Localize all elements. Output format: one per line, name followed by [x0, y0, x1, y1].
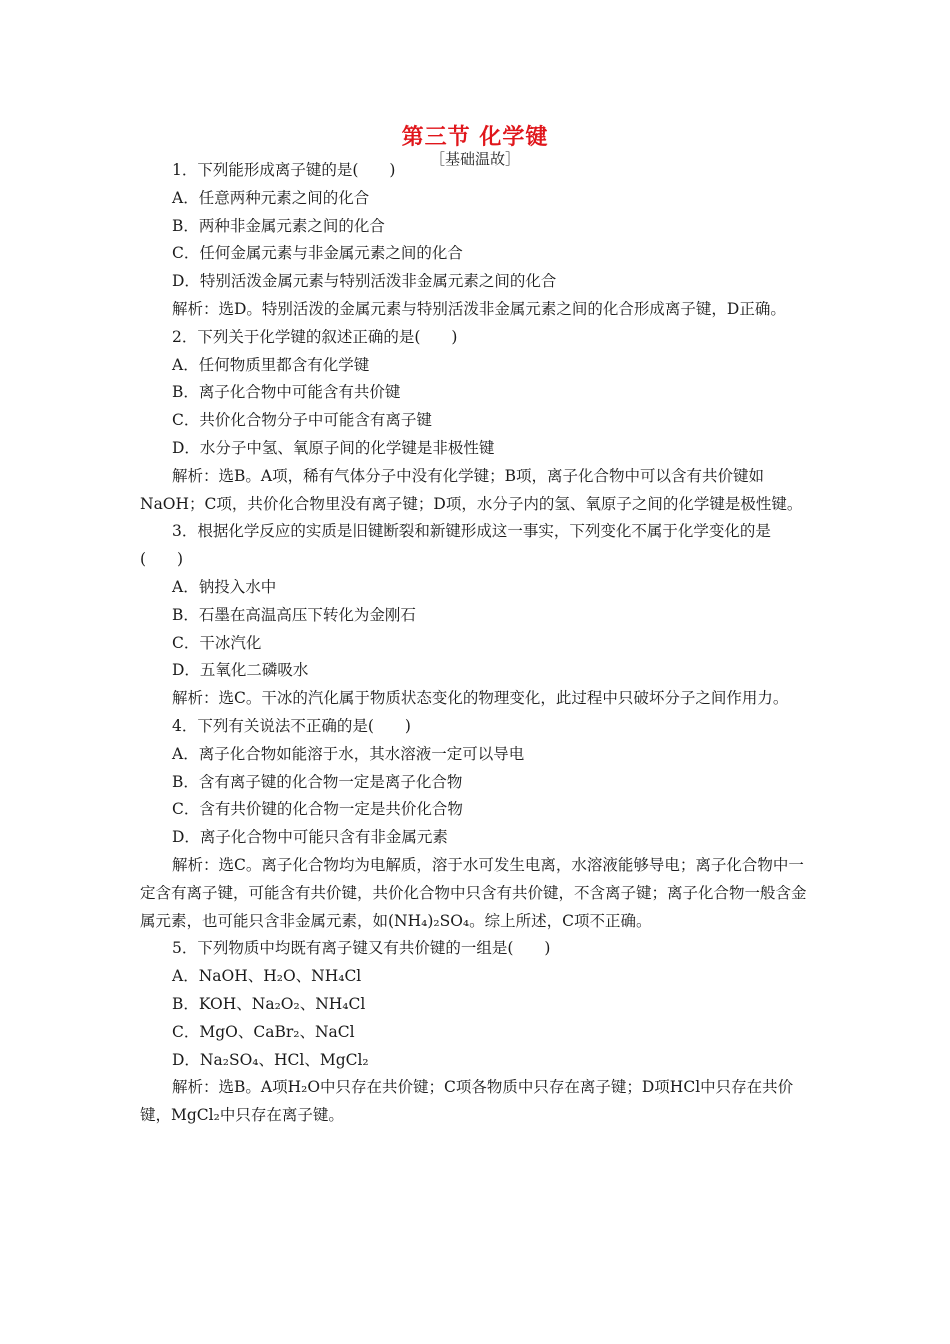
question-2: 2．下列关于化学键的叙述正确的是( ): [172, 327, 458, 346]
option-5a: A．NaOH、H₂O、NH₄Cl: [172, 967, 362, 986]
analysis-1: 解析：选D。特别活泼的金属元素与特别活泼非金属元素之间的化合形成离子键，D正确。: [172, 299, 786, 318]
option-1a: A．任意两种元素之间的化合: [172, 188, 370, 207]
section-subtitle: ［基础温故］: [429, 150, 520, 168]
option-2d: D．水分子中氢、氧原子间的化学键是非极性键: [172, 438, 495, 457]
question-1: 1．下列能形成离子键的是( ): [172, 161, 396, 179]
option-3c: C．干冰汽化: [172, 633, 262, 652]
option-1b: B．两种非金属元素之间的化合: [172, 216, 385, 235]
option-5d: D．Na₂SO₄、HCl、MgCl₂: [172, 1050, 369, 1069]
option-1c: C．任何金属元素与非金属元素之间的化合: [172, 244, 463, 263]
option-4b: B．含有离子键的化合物一定是离子化合物: [172, 772, 463, 791]
option-2c: C．共价化合物分子中可能含有离子键: [172, 411, 432, 430]
option-4c: C．含有共价键的化合物一定是共价化合物: [172, 800, 463, 819]
option-3d: D．五氧化二磷吸水: [172, 661, 309, 680]
page-title: 第三节 化学键: [401, 124, 549, 150]
option-5b: B．KOH、Na₂O₂、NH₄Cl: [172, 994, 366, 1013]
document-body: [140, 157, 812, 1130]
option-3a: A．钠投入水中: [172, 577, 277, 596]
analysis-3: 解析：选C。干冰的汽化属于物质状态变化的物理变化，此过程中只破坏分子之间作用力。: [172, 689, 789, 708]
question-4: 4．下列有关说法不正确的是( ): [172, 716, 411, 735]
option-5c: C．MgO、CaBr₂、NaCl: [172, 1022, 355, 1041]
option-2a: A．任何物质里都含有化学键: [172, 355, 370, 374]
option-2b: B．离子化合物中可能含有共价键: [172, 383, 401, 402]
analysis-5: 解析：选B。A项H₂O中只存在共价键；C项各物质中只存在离子键；D项HCl中只存在共价键，MgCl₂中只存在离子键。: [140, 1078, 794, 1125]
question-3: 3．根据化学反应的实质是旧键断裂和新键形成这一事实，下列变化不属于化学变化的是( ): [140, 522, 771, 569]
option-3b: B．石墨在高温高压下转化为金刚石: [172, 605, 416, 624]
option-4a: A．离子化合物如能溶于水，其水溶液一定可以导电: [172, 744, 525, 763]
option-4d: D．离子化合物中可能只含有非金属元素: [172, 828, 448, 847]
option-1d: D．特别活泼金属元素与特别活泼非金属元素之间的化合: [172, 272, 557, 291]
analysis-4: 解析：选C。离子化合物均为电解质，溶于水可发生电离，水溶液能够导电；离子化合物中一定含有离子键，可能含有共价键，共价化合物中只含有共价键，不含离子键；离子化合物一般含金属元素，也可能只含非金属元素，如(NH₄)₂SO₄。综上所述，C项不正确。: [140, 855, 807, 930]
analysis-2: 解析：选B。A项，稀有气体分子中没有化学键；B项，离子化合物中可以含有共价键如NaOH；C项，共价化合物里没有离子键；D项，水分子内的氢、氧原子之间的化学键是极性键。: [140, 466, 803, 513]
question-5: 5．下列物质中均既有离子键又有共价键的一组是( ): [172, 939, 551, 958]
